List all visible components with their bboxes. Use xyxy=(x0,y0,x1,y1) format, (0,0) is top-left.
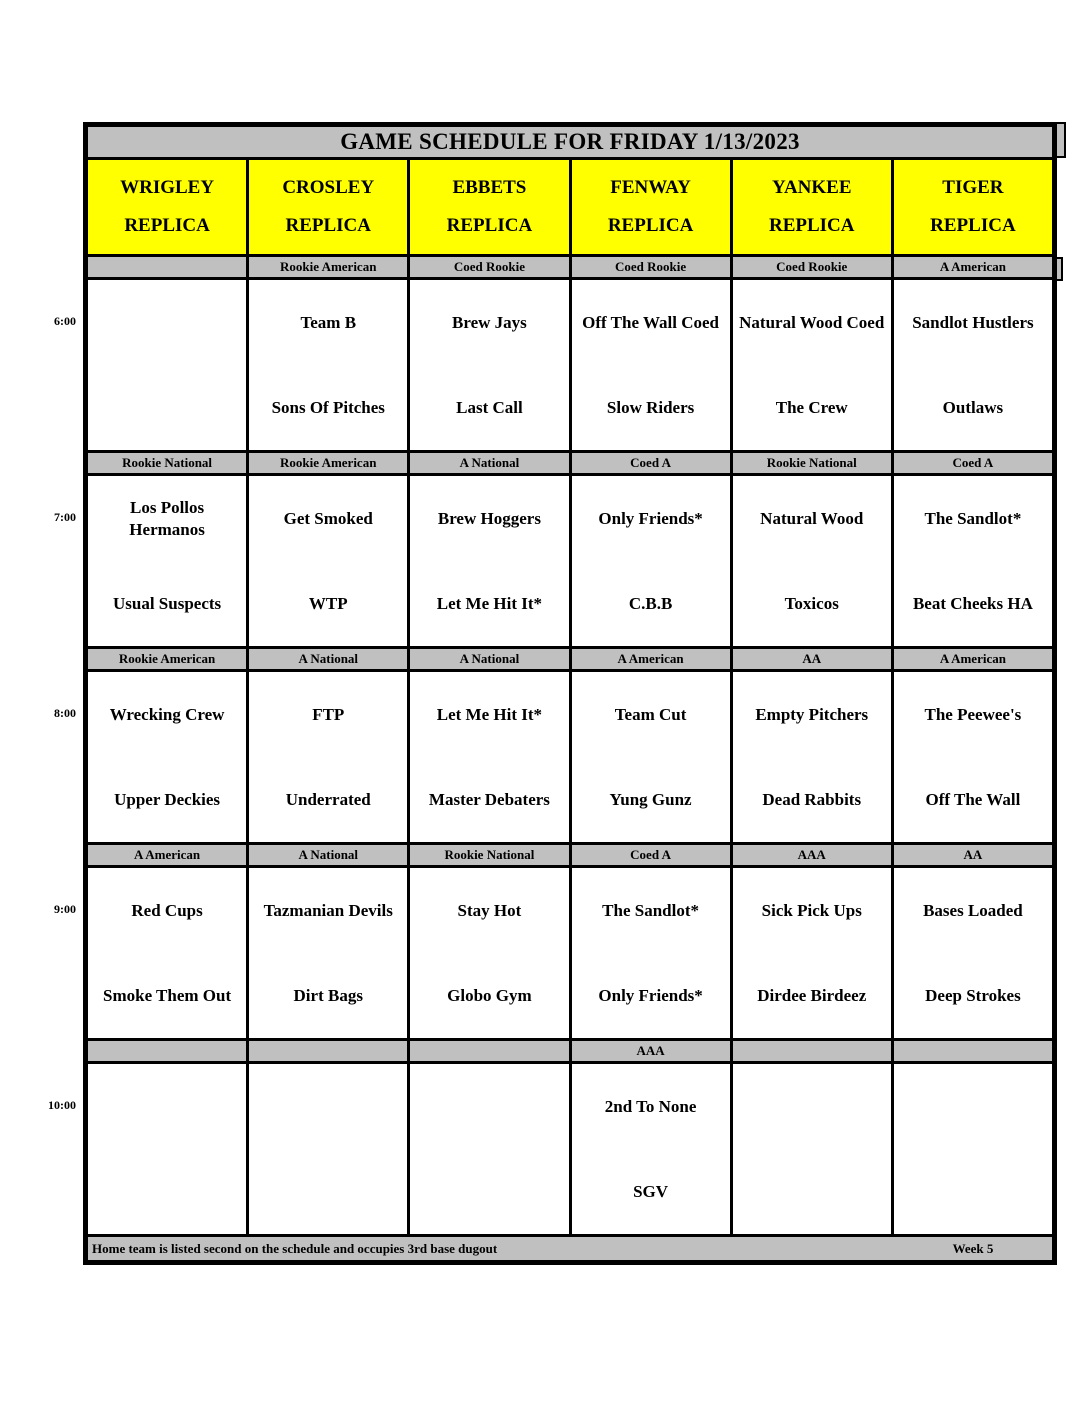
team-away: Team Cut xyxy=(614,704,687,724)
game-cell xyxy=(410,868,568,1038)
field-header-wrigley xyxy=(88,160,246,254)
league-band: Rookie American xyxy=(88,649,246,669)
team-home xyxy=(410,1149,568,1234)
team-home: Beat Cheeks HA xyxy=(912,593,1033,613)
field-name: TIGER xyxy=(942,176,1004,198)
league-band: AAA xyxy=(733,845,891,865)
field-sub: REPLICA xyxy=(124,215,210,237)
game-cell xyxy=(88,476,246,646)
team-home: Last Call xyxy=(456,397,523,417)
team-away: Bases Loaded xyxy=(923,900,1023,920)
team-away: 2nd To None xyxy=(604,1096,697,1116)
team-away: Wrecking Crew xyxy=(109,704,225,724)
schedule-title: GAME SCHEDULE FOR FRIDAY 1/13/2023 xyxy=(88,127,1052,157)
league-band: AA xyxy=(733,649,891,669)
league-band: A American xyxy=(572,649,730,669)
game-cell xyxy=(733,672,891,842)
print-artifact xyxy=(1057,122,1066,158)
league-band: Rookie National xyxy=(410,845,568,865)
time-label-8: 8:00 xyxy=(54,706,76,720)
team-away xyxy=(410,1064,568,1149)
league-band: Rookie American xyxy=(249,257,407,277)
team-home: Only Friends* xyxy=(598,985,703,1005)
week-label: Week 5 xyxy=(952,1240,994,1256)
team-home xyxy=(88,1149,246,1234)
game-cell xyxy=(894,280,1052,450)
field-sub: REPLICA xyxy=(607,215,694,237)
league-band: Coed Rookie xyxy=(572,257,730,277)
league-band xyxy=(88,1041,246,1061)
game-cell xyxy=(572,1064,730,1234)
field-sub: REPLICA xyxy=(285,215,371,237)
team-away xyxy=(733,1064,891,1149)
field-sub: REPLICA xyxy=(768,215,855,237)
print-artifact xyxy=(1057,257,1063,281)
game-cell xyxy=(894,1064,1052,1234)
game-cell xyxy=(249,1064,407,1234)
team-home: Underrated xyxy=(285,789,371,809)
league-band xyxy=(733,1041,891,1061)
game-cell xyxy=(88,1064,246,1234)
field-name: CROSLEY xyxy=(282,176,375,198)
team-away: Brew Hoggers xyxy=(437,508,541,528)
team-home: Master Debaters xyxy=(428,789,550,809)
team-away xyxy=(894,1064,1052,1149)
league-band: A National xyxy=(249,649,407,669)
field-name: EBBETS xyxy=(452,176,527,198)
team-away xyxy=(249,1064,407,1149)
field-name: FENWAY xyxy=(610,176,691,198)
team-home: Toxicos xyxy=(784,593,839,613)
time-label-10: 10:00 xyxy=(48,1098,76,1112)
league-band: A National xyxy=(410,453,568,473)
league-band: Rookie American xyxy=(249,453,407,473)
game-cell xyxy=(733,280,891,450)
league-band: A American xyxy=(894,257,1052,277)
game-cell xyxy=(249,868,407,1038)
team-home xyxy=(894,1149,1052,1234)
team-away: Stay Hot xyxy=(457,900,522,920)
game-cell xyxy=(894,476,1052,646)
game-cell xyxy=(733,476,891,646)
league-band: AA xyxy=(894,845,1052,865)
team-home: Smoke Them Out xyxy=(103,985,232,1005)
game-cell xyxy=(88,280,246,450)
game-cell xyxy=(572,280,730,450)
team-away: Tazmanian Devils xyxy=(263,900,393,920)
game-cell xyxy=(410,672,568,842)
team-away: Natural Wood xyxy=(760,508,864,528)
league-band xyxy=(410,1041,568,1061)
team-away: Only Friends* xyxy=(598,508,703,528)
field-header-tiger xyxy=(894,160,1052,254)
game-cell xyxy=(572,476,730,646)
team-home: Upper Deckies xyxy=(114,789,221,809)
footer-bar xyxy=(88,1237,1052,1260)
game-cell xyxy=(894,672,1052,842)
footer-note: Home team is listed second on the schedule and occupies 3rd base dugout xyxy=(92,1240,498,1256)
team-home: Off The Wall xyxy=(925,789,1021,809)
team-home xyxy=(88,365,246,450)
team-away: Sick Pick Ups xyxy=(761,900,862,920)
team-away: Team B xyxy=(300,312,357,332)
game-cell xyxy=(410,1064,568,1234)
league-band xyxy=(249,1041,407,1061)
game-cell xyxy=(410,476,568,646)
field-header-crosley xyxy=(249,160,407,254)
team-away xyxy=(88,280,246,365)
team-home: Let Me Hit It* xyxy=(436,593,543,613)
team-away: Empty Pitchers xyxy=(755,704,869,724)
team-away: Natural Wood Coed xyxy=(739,312,885,332)
team-home: The Crew xyxy=(775,397,848,417)
league-band: A American xyxy=(894,649,1052,669)
team-away: The Sandlot* xyxy=(924,508,1022,528)
team-home: SGV xyxy=(633,1181,669,1201)
team-home: Globo Gym xyxy=(447,985,532,1005)
game-cell xyxy=(733,1064,891,1234)
team-away: The Sandlot* xyxy=(602,900,699,920)
time-label-6: 6:00 xyxy=(54,314,76,328)
league-band xyxy=(88,257,246,277)
team-away: Get Smoked xyxy=(283,508,373,528)
field-header-ebbets xyxy=(410,160,568,254)
field-header-yankee xyxy=(733,160,891,254)
team-away: Brew Jays xyxy=(452,312,527,332)
game-cell xyxy=(88,672,246,842)
team-away: Red Cups xyxy=(131,900,203,920)
league-band: Rookie National xyxy=(733,453,891,473)
time-label-7: 7:00 xyxy=(54,510,76,524)
league-band: Coed Rookie xyxy=(410,257,568,277)
game-cell xyxy=(249,280,407,450)
game-cell xyxy=(894,868,1052,1038)
league-band: Coed Rookie xyxy=(733,257,891,277)
league-band: Coed A xyxy=(894,453,1052,473)
league-band: A American xyxy=(88,845,246,865)
game-cell xyxy=(572,868,730,1038)
league-band: Coed A xyxy=(572,845,730,865)
field-sub: REPLICA xyxy=(930,215,1016,237)
team-away: The Peewee's xyxy=(924,704,1022,724)
team-home xyxy=(733,1149,891,1234)
field-sub: REPLICA xyxy=(446,215,533,237)
team-away: Off The Wall Coed xyxy=(582,312,719,332)
team-away xyxy=(88,1064,246,1149)
league-band: Coed A xyxy=(572,453,730,473)
league-band: A National xyxy=(249,845,407,865)
team-away: Sandlot Hustlers xyxy=(912,312,1034,332)
team-away: FTP xyxy=(312,704,345,724)
team-home: Outlaws xyxy=(942,397,1004,417)
team-home: Slow Riders xyxy=(606,397,695,417)
league-band: AAA xyxy=(572,1041,730,1061)
team-away: Los Pollos Hermanos xyxy=(129,498,205,539)
team-home: Yung Gunz xyxy=(609,789,692,809)
league-band xyxy=(894,1041,1052,1061)
team-home: Deep Strokes xyxy=(925,985,1021,1005)
team-home: C.B.B xyxy=(628,593,673,613)
team-home: WTP xyxy=(308,593,348,613)
field-name: WRIGLEY xyxy=(120,176,215,198)
team-home: Dead Rabbits xyxy=(762,789,862,809)
game-cell xyxy=(733,868,891,1038)
team-home: Dirt Bags xyxy=(293,985,363,1005)
team-home: Dirdee Birdeez xyxy=(757,985,867,1005)
game-cell xyxy=(410,280,568,450)
game-cell xyxy=(572,672,730,842)
field-name: YANKEE xyxy=(771,176,852,198)
team-home: Sons Of Pitches xyxy=(271,397,385,417)
league-band: A National xyxy=(410,649,568,669)
team-away: Let Me Hit It* xyxy=(436,704,543,724)
field-header-fenway xyxy=(572,160,730,254)
game-cell xyxy=(249,476,407,646)
schedule-table xyxy=(83,122,1057,1265)
game-cell xyxy=(249,672,407,842)
league-band: Rookie National xyxy=(88,453,246,473)
team-home: Usual Suspects xyxy=(112,593,222,613)
team-home xyxy=(249,1149,407,1234)
time-label-9: 9:00 xyxy=(54,902,76,916)
game-cell xyxy=(88,868,246,1038)
